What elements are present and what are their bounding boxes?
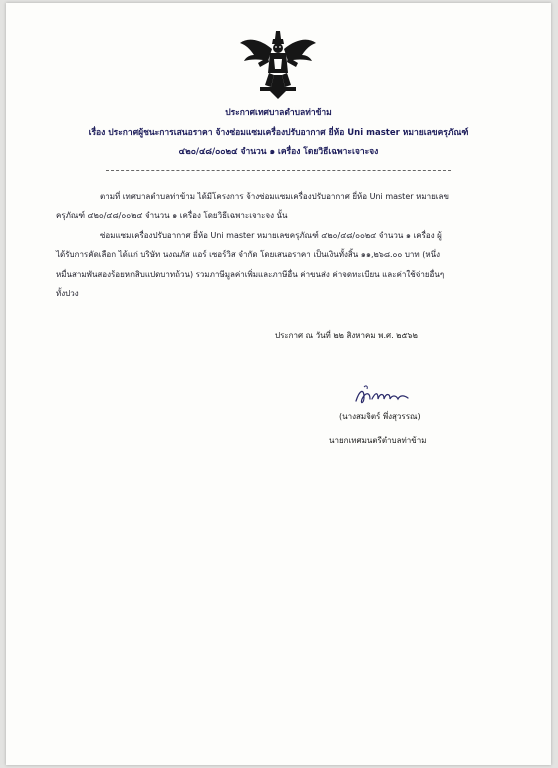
signatory-name: (นางสมจิตร์ พึ่งสุวรรณ) (339, 412, 421, 421)
document-page (6, 3, 551, 765)
body-paragraph-2-line-2: ได้รับการคัดเลือก ได้แก่ บริษัท นงณภัส แอร์ เซอร์วิส จำกัด โดยเสนอราคา เป็นเงินทั้งสิ้น ๑๑,๒๖๘.๐๐ บาท (หนึ่ง (56, 250, 441, 259)
signatory-position: นายกเทศมนตรีตำบลท่าข้าม (329, 436, 427, 445)
announcement-date: ประกาศ ณ วันที่ ๒๒ สิงหาคม พ.ศ. ๒๕๖๒ (275, 331, 418, 340)
body-paragraph-2-line-1: ซ่อมแซมเครื่องปรับอากาศ ยี่ห้อ Uni master หมายเลขครุภัณฑ์ ๔๒๐/๔๘/๐๐๒๔ จำนวน ๑ เครื่อง ผู้ (100, 231, 442, 240)
document-subject: เรื่อง ประกาศผู้ชนะการเสนอราคา จ้างซ่อมแซมเครื่องปรับอากาศ ยี่ห้อ Uni master หมายเลขครุภัณฑ์ (88, 128, 469, 138)
body-paragraph-1-line-2: ครุภัณฑ์ ๔๒๐/๔๘/๐๐๒๔ จำนวน ๑ เครื่อง โดยวิธีเฉพาะเจาะจง นั้น (56, 211, 288, 220)
document-title: ประกาศเทศบาลตำบลท่าข้าม (225, 108, 332, 118)
handwritten-signature (352, 383, 414, 409)
document-subject-continued: ๔๒๐/๔๘/๐๐๒๔ จำนวน ๑ เครื่อง โดยวิธีเฉพาะเจาะจง (178, 147, 379, 157)
body-paragraph-2-line-3: หมื่นสามพันสองร้อยหกสิบแปดบาทถ้วน) รวมภาษีมูลค่าเพิ่มและภาษีอื่น ค่าขนส่ง ค่าจดทะเบียน และค่าใช้จ่ายอื่นๆ (56, 270, 445, 279)
body-paragraph-1-line-1: ตามที่ เทศบาลตำบลท่าข้าม ได้มีโครงการ จ้างซ่อมแซมเครื่องปรับอากาศ ยี่ห้อ Uni master หมายเลข (100, 192, 449, 201)
divider (106, 170, 451, 171)
garuda-emblem-icon (238, 29, 318, 101)
body-paragraph-2-line-4: ทั้งปวง (56, 289, 79, 298)
